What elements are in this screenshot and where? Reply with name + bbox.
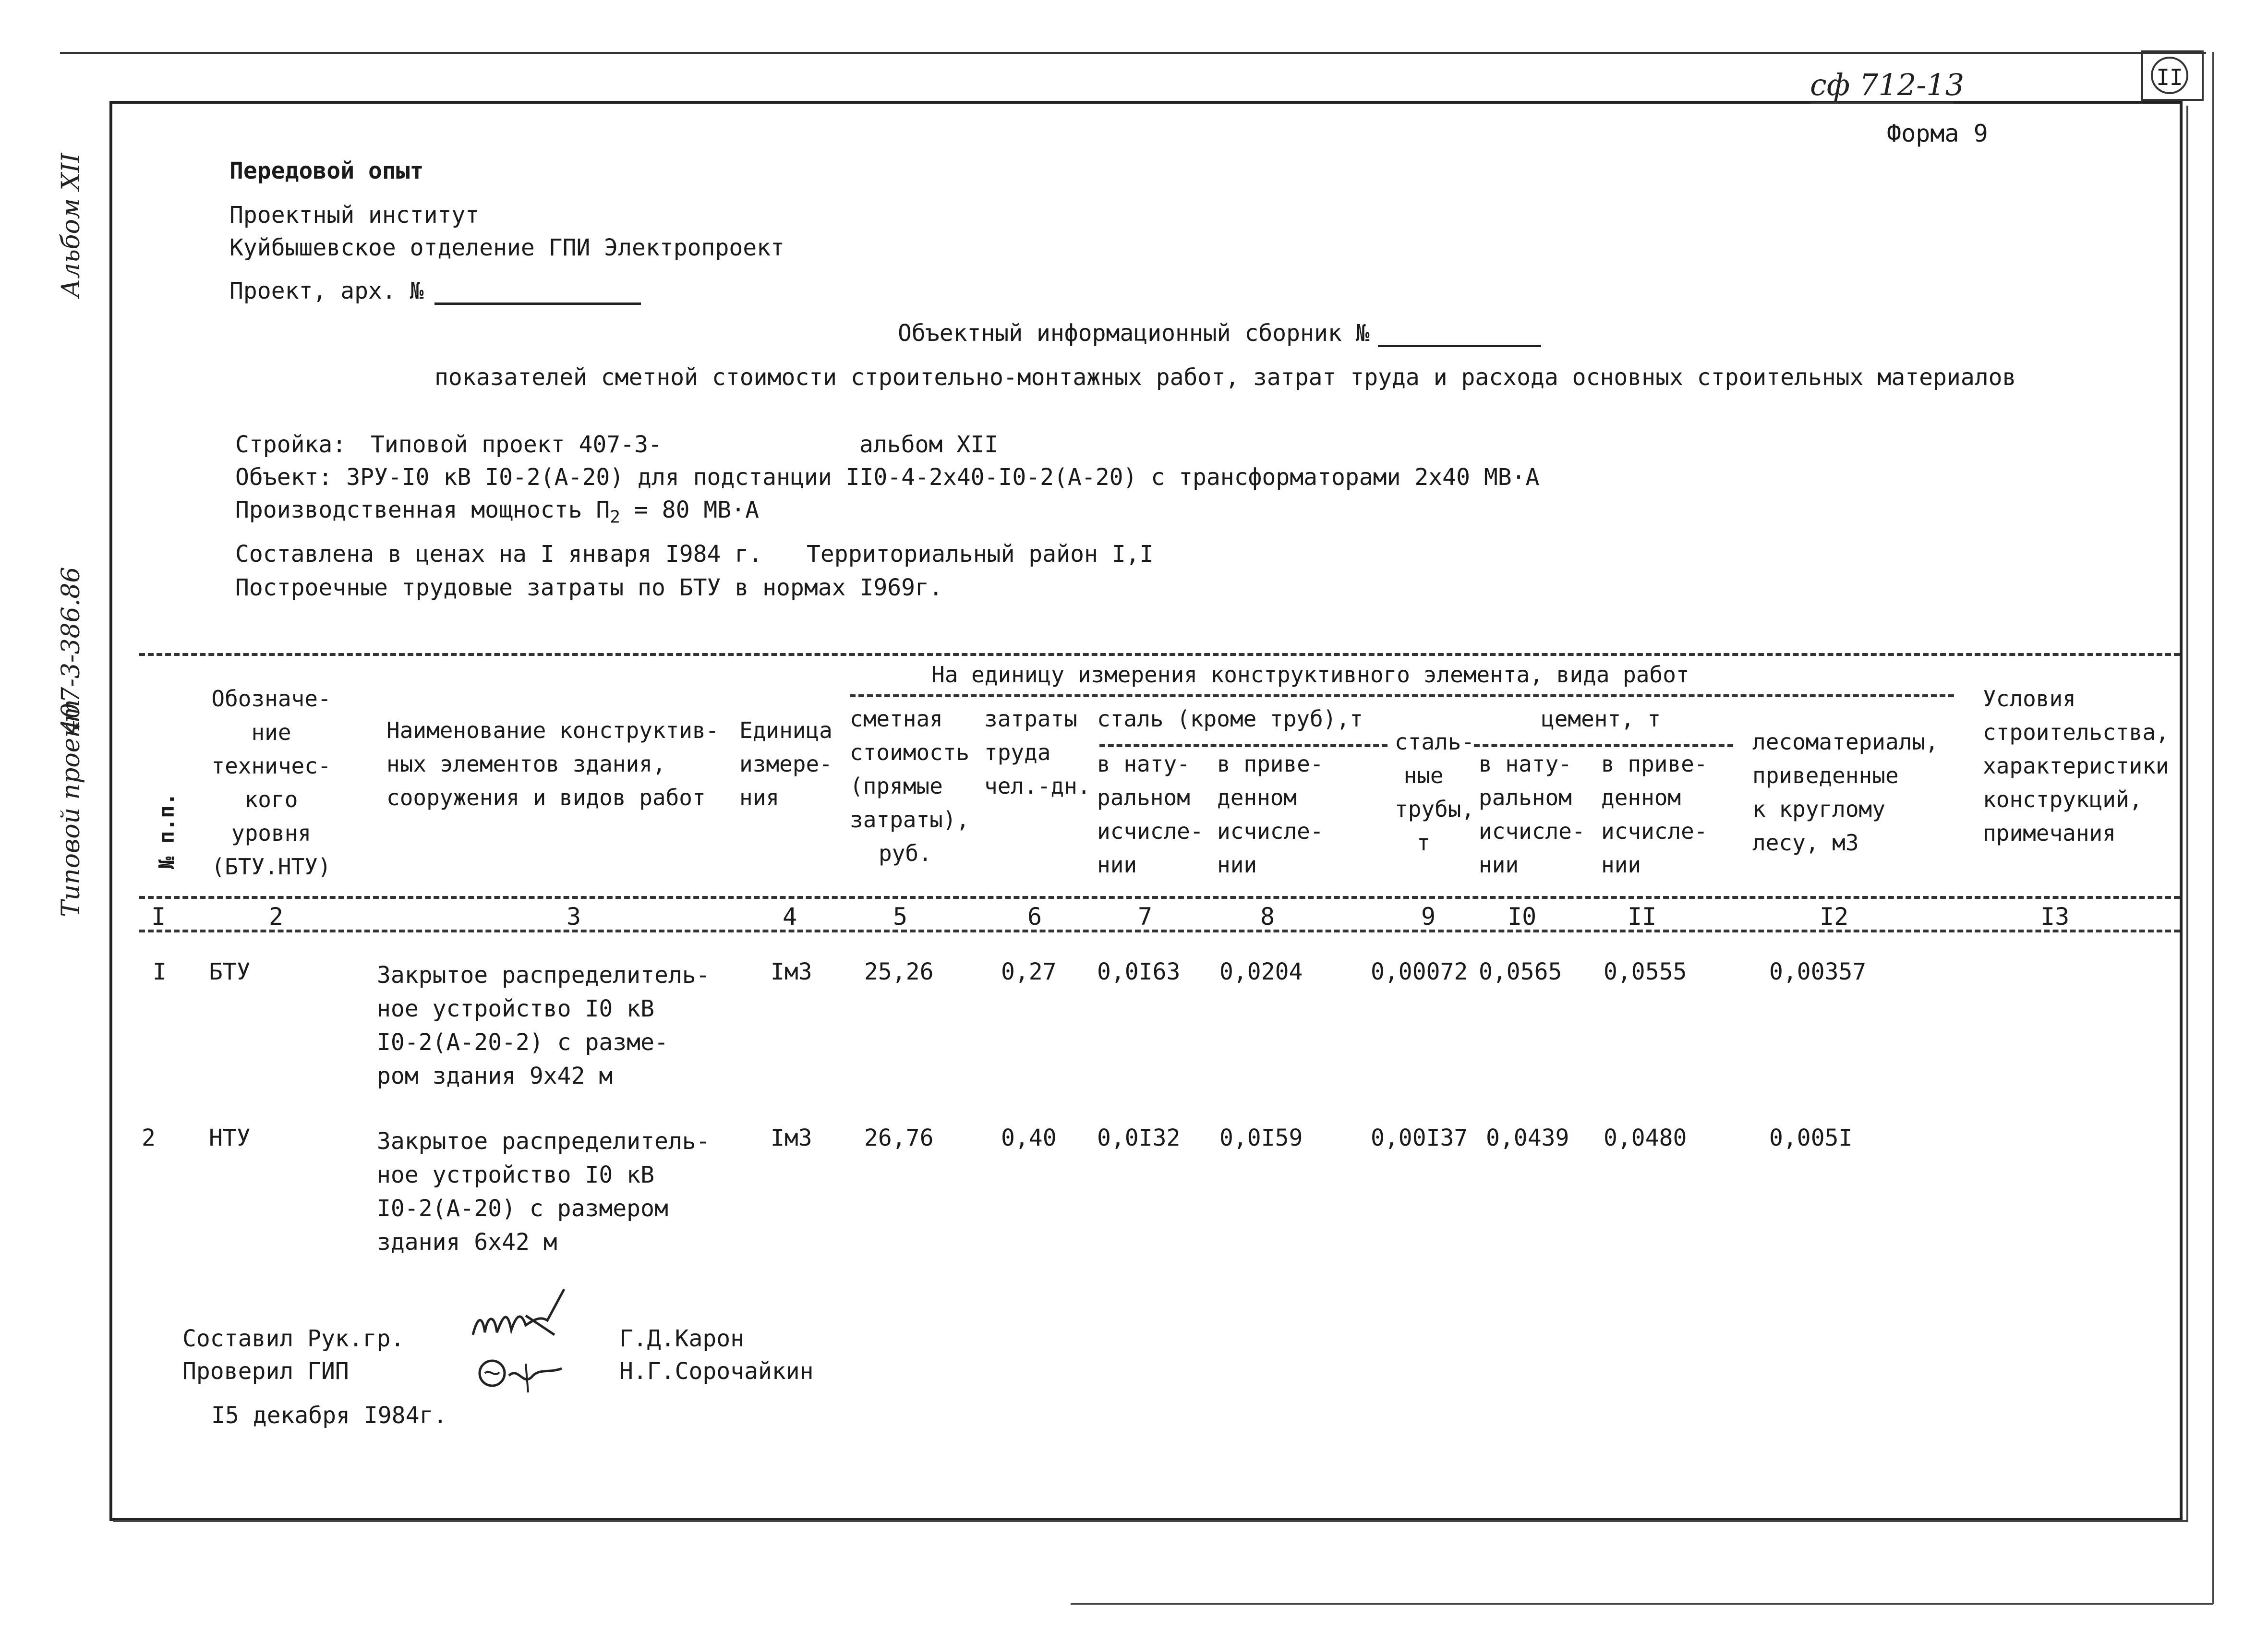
row1-level: БТУ	[209, 958, 251, 985]
col-steel-nat-header: в нату- ральном исчисле- нии	[1097, 751, 1204, 878]
col-steel-red-header: в приве- денном исчисле- нии	[1217, 751, 1324, 878]
col-designation-header: Обозначе- ние техничес- кого уровня (БТУ.НТУ)	[211, 686, 331, 880]
col-cost-header: сметная стоимость (прямые затраты), руб.	[850, 706, 970, 866]
col-timber-header: лесоматериалы, приведенные к круглому лесу, м3	[1752, 729, 1939, 856]
row1-unit: Iм3	[771, 958, 812, 985]
capacity-var: П	[596, 496, 610, 523]
col-pipes-header: сталь- ные трубы, т	[1395, 729, 1475, 856]
row1-steel-red: 0,0204	[1219, 958, 1303, 985]
colnum-4: 4	[783, 903, 797, 931]
colnum-2: 2	[269, 903, 284, 931]
row1-pipes: 0,00072	[1371, 958, 1468, 985]
row2-labor: 0,40	[1001, 1125, 1057, 1151]
colnum-10: I0	[1508, 903, 1537, 931]
compiled-name: Г.Д.Карон	[619, 1325, 745, 1352]
colnum-8: 8	[1260, 903, 1275, 931]
stroyka-label: Стройка:	[235, 431, 347, 458]
stroyka-value: Типовой проект 407-3-	[371, 431, 662, 458]
capacity-label: Производственная мощность	[235, 496, 582, 523]
footer-date: I5 декабря I984г.	[211, 1402, 447, 1429]
header-line4: Проект, арх. №	[229, 278, 424, 304]
row2-cement-nat: 0,0439	[1486, 1125, 1569, 1151]
header-bottom-rule	[139, 896, 2180, 899]
stamp-code: сф 712-13	[1810, 67, 1965, 102]
col-number-header: № п.п.	[155, 793, 179, 869]
colnum-6: 6	[1027, 903, 1042, 931]
frame-edge-right	[2186, 106, 2188, 1522]
row1-cement-nat: 0,0565	[1479, 958, 1562, 985]
region-info: Территориальный район I,I	[807, 541, 1154, 568]
row2-steel-red: 0,0I59	[1219, 1125, 1303, 1151]
colnum-11: II	[1628, 903, 1657, 931]
col-cement-red-header: в приве- денном исчисле- нии	[1601, 751, 1708, 878]
colnum-13: I3	[2040, 903, 2070, 931]
prices-info: Составлена в ценах на I января I984 г.	[235, 541, 763, 568]
row2-cost: 26,76	[864, 1125, 934, 1151]
checked-label: Проверил ГИП	[182, 1358, 349, 1385]
checked-name: Н.Г.Сорочайкин	[619, 1358, 814, 1385]
row2-pipes: 0,00I37	[1371, 1125, 1468, 1151]
header-line3: Куйбышевское отделение ГПИ Электропроект	[229, 234, 784, 261]
steel-group-header: сталь (кроме труб),т	[1097, 706, 1363, 732]
top-rule	[60, 52, 2206, 54]
header-line1: Передовой опыт	[229, 157, 424, 184]
row1-num: I	[153, 958, 167, 985]
labor-info: Построечные трудовые затраты по БТУ в нормах I969г.	[235, 574, 943, 601]
row1-steel-nat: 0,0I63	[1097, 958, 1181, 985]
cement-group-header: цемент, т	[1541, 706, 1661, 732]
colnum-7: 7	[1138, 903, 1153, 931]
compiled-label: Составил Рук.гр.	[182, 1325, 405, 1352]
album-info: альбом XII	[859, 431, 998, 458]
col-cement-nat-header: в нату- ральном исчисле- нии	[1479, 751, 1585, 878]
colnum-1: I	[151, 903, 166, 931]
row1-cement-red: 0,0555	[1604, 958, 1687, 985]
row2-timber: 0,005I	[1769, 1125, 1853, 1151]
sheet-number: II	[2151, 57, 2188, 94]
outer-edge-bottom	[1071, 1603, 2213, 1605]
stamp-underline	[1810, 102, 1954, 104]
row2-unit: Iм3	[771, 1125, 812, 1151]
frame-edge-bottom	[113, 1520, 2186, 1522]
group-header-rule	[850, 694, 1954, 697]
margin-album: Альбом XII	[57, 153, 85, 298]
row1-labor: 0,27	[1001, 958, 1057, 985]
margin-project-type: Типовой проект	[57, 699, 85, 917]
row2-cement-red: 0,0480	[1604, 1125, 1687, 1151]
collection-number-blank	[1378, 345, 1541, 347]
title-line1: Объектный информационный сборник №	[898, 320, 1370, 347]
title-line2: показателей сметной стоимости строительно-монтажных работ, затрат труда и расхода основных строительных материалов	[434, 364, 2016, 391]
object-info: Объект: ЗРУ-I0 кВ I0-2(А-20) для подстанции II0-4-2х40-I0-2(А-20) с трансформаторами 2х40 МВ·А	[235, 464, 1540, 491]
row1-timber: 0,00357	[1769, 958, 1867, 985]
col-labor-header: затраты труда чел.-дн.	[984, 706, 1091, 799]
table-top-rule	[139, 653, 2180, 656]
header-line2: Проектный институт	[229, 202, 480, 229]
signature-compiler	[468, 1287, 574, 1354]
group-header: На единицу измерения конструктивного элемента, вида работ	[931, 662, 1689, 688]
row1-name: Закрытое распределитель- ное устройство I0 кВ I0-2(А-20-2) с разме- ром здания 9х42 м	[377, 962, 710, 1089]
col-conditions-header: Условия строительства, характеристики конструкций, примечания	[1983, 686, 2169, 846]
colnum-5: 5	[893, 903, 908, 931]
colnum-bottom-rule	[139, 930, 2180, 932]
form-label: Форма 9	[1887, 120, 1988, 147]
row2-name: Закрытое распределитель- ное устройство I0 кВ I0-2(А-20) с размером здания 6х42 м	[377, 1128, 710, 1256]
col-name-header: Наименование конструктив- ных элементов здания, сооружения и видов работ	[386, 717, 719, 810]
row2-level: НТУ	[209, 1125, 251, 1151]
row2-steel-nat: 0,0I32	[1097, 1125, 1181, 1151]
margin-project-code: 407-3-386.86	[57, 567, 85, 735]
row1-cost: 25,26	[864, 958, 934, 985]
outer-edge-right	[2212, 52, 2214, 1604]
col-unit-header: Единица измере- ния	[739, 717, 832, 810]
colnum-3: 3	[567, 903, 581, 931]
colnum-9: 9	[1421, 903, 1436, 931]
signature-checker	[473, 1354, 569, 1397]
capacity-value: = 80 МВ·А	[634, 496, 759, 523]
colnum-12: I2	[1820, 903, 1849, 931]
capacity-sub: 2	[610, 507, 620, 527]
archive-number-blank	[434, 302, 641, 305]
capacity-info	[235, 496, 759, 528]
row2-num: 2	[142, 1125, 156, 1151]
